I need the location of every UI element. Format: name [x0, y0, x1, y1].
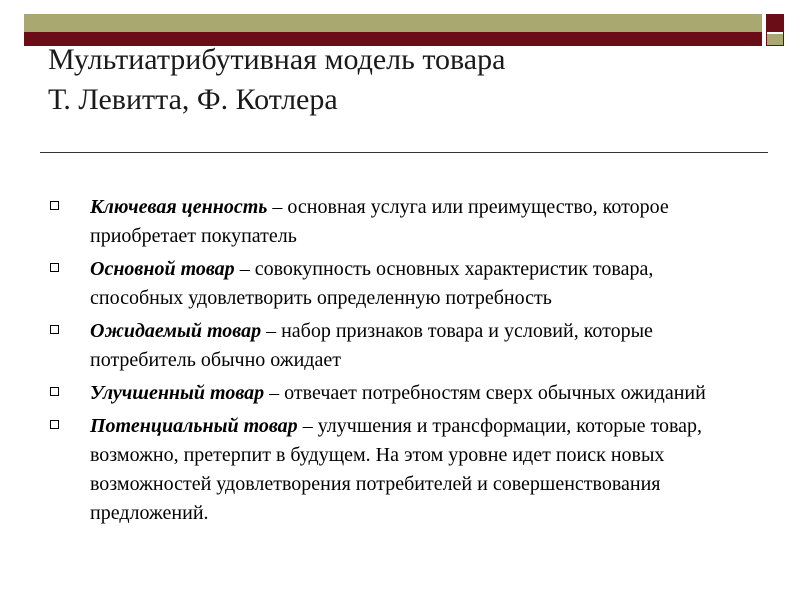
list-item: [48, 379, 748, 408]
item-term: Ключевая ценность: [90, 196, 268, 218]
header-bar-olive: [24, 14, 762, 32]
square-bullet-icon: [50, 201, 59, 210]
item-term: Ожидаемый товар: [90, 320, 262, 342]
title-line-2: Т. Левитта, Ф. Котлера: [48, 83, 338, 116]
list-item: [48, 193, 748, 251]
square-bullet-icon: [50, 263, 59, 272]
item-text: – совокупность основных характеристик товара, способных удовлетворить определенную потребность: [90, 258, 654, 309]
item-text: – набор признаков товара и условий, которые потребитель обычно ожидает: [90, 320, 653, 371]
item-text: – отвечает потребностям сверх обычных ожиданий: [264, 382, 706, 404]
list-item: [48, 255, 748, 313]
list-item: [48, 317, 748, 375]
item-term: Основной товар: [90, 258, 235, 280]
corner-square-maroon: [766, 14, 784, 32]
square-bullet-icon: [50, 420, 59, 429]
item-text: – основная услуга или преимущество, которое приобретает покупатель: [90, 196, 669, 247]
title-divider: [40, 152, 768, 153]
bullet-list: [48, 193, 748, 532]
title-line-1: Мультиатрибутивная модель товара: [48, 43, 506, 76]
list-item: [48, 412, 748, 528]
square-bullet-icon: [50, 325, 59, 334]
square-bullet-icon: [50, 387, 59, 396]
item-term: Потенциальный товар: [90, 415, 298, 437]
corner-square-olive: [766, 34, 784, 46]
slide-title: [48, 40, 748, 120]
item-text: – улучшения и трансформации, которые товар, возможно, претерпит в будущем. На этом уровне идет поиск новых возможностей удовлетворения потребителей и совершенствования предложений.: [90, 415, 703, 524]
item-term: Улучшенный товар: [90, 382, 265, 404]
